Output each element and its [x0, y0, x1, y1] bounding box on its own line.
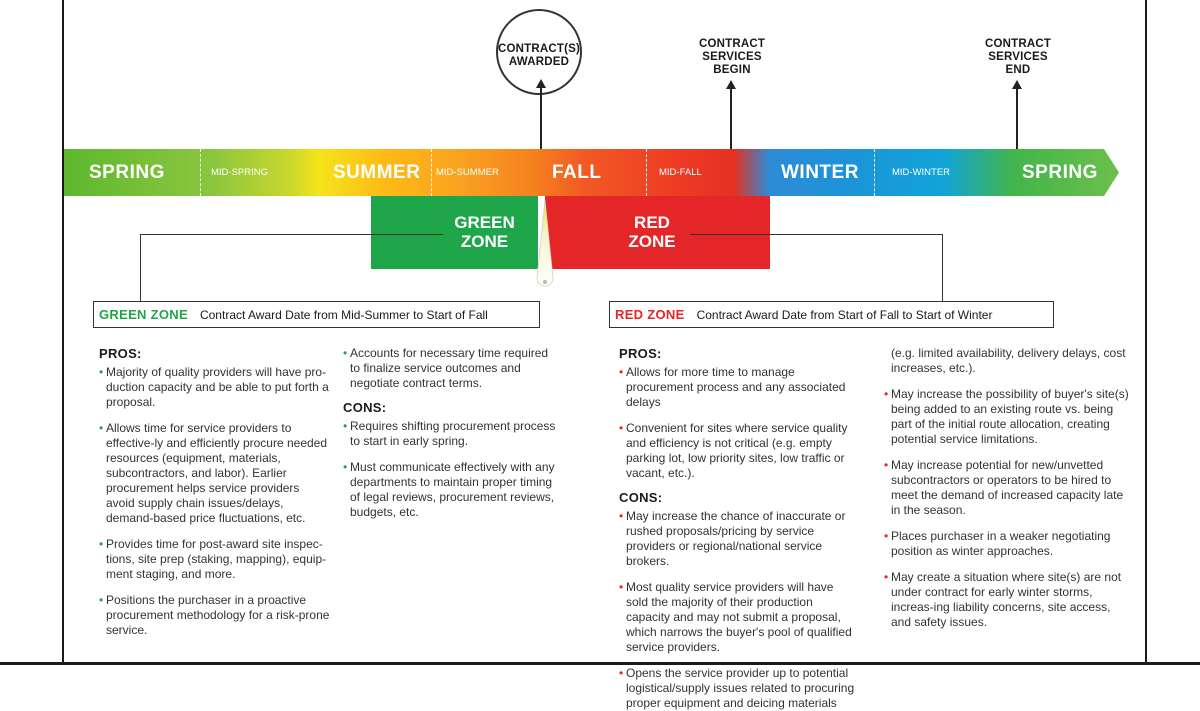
- red-pros-cons-column: [619, 346, 857, 711]
- milestone-awarded-line2: AWARDED: [508, 56, 570, 68]
- red-zone-title-line2: ZONE: [628, 232, 676, 251]
- green-zone-tag: GREEN ZONE: [99, 307, 188, 322]
- milestone-awarded-line1: CONTRACT(S): [497, 43, 581, 55]
- season-mid-summer: MID-SUMMER: [436, 167, 499, 178]
- season-summer: SUMMER: [333, 162, 421, 183]
- green-connector-h: [140, 234, 443, 235]
- list-item: • Opens the service provider up to potential logistical/supply issues related to procuring proper equipment and deicing materials: [619, 666, 857, 711]
- milestone-awarded: [496, 43, 582, 69]
- list-item: • May increase potential for new/unvetted subcontractors or operators to be hired to meet the demand of increased capacity late in the season.: [884, 458, 1129, 518]
- end-line: [1016, 87, 1018, 149]
- list-item-continued: (e.g. limited availability, delivery delays, cost increases, etc.).: [891, 346, 1126, 375]
- list-item: • Provides time for post-award site inspec-tions, site prep (staking, mapping), equip-ment staging, and more.: [99, 537, 331, 582]
- season-winter: WINTER: [781, 162, 859, 183]
- red-cons-continued-column: [884, 346, 1129, 641]
- milestone-begin-line1: CONTRACT: [698, 38, 766, 50]
- frame-right-line: [1145, 0, 1147, 664]
- milestone-begin-line2: SERVICES: [702, 51, 762, 63]
- green-zone-title-line1: GREEN: [454, 213, 515, 232]
- red-zone-title: [612, 213, 692, 251]
- green-pros-title: PROS:: [99, 346, 142, 361]
- list-item: • Allows for more time to manage procurement process and any associated delays: [619, 365, 857, 410]
- list-item: • Must communicate effectively with any departments to maintain proper timing of legal reviews, procurement reviews, budgets, etc.: [343, 460, 561, 520]
- awarded-line: [540, 86, 542, 149]
- season-spring-start: SPRING: [89, 162, 165, 183]
- milestone-end-line3: END: [1005, 64, 1031, 76]
- list-item: • Requires shifting procurement process to start in early spring.: [343, 419, 561, 449]
- frame-left-line: [62, 0, 64, 664]
- red-connector-h: [690, 234, 942, 235]
- green-zone-title: [442, 213, 527, 251]
- list-item: • May increase the chance of inaccurate or rushed proposals/pricing by service providers or regional/national service brokers.: [619, 509, 857, 569]
- list-item: • Majority of quality providers will have pro-duction capacity and be able to put forth a proposal.: [99, 365, 331, 410]
- green-pros-column: [99, 346, 331, 649]
- season-mid-winter: MID-WINTER: [892, 167, 951, 178]
- green-zone-desc: Contract Award Date from Mid-Summer to Start of Fall: [199, 308, 488, 322]
- red-cons-title: CONS:: [619, 490, 663, 505]
- frame-bottom-line: [0, 662, 1200, 665]
- green-second-column: [343, 346, 561, 531]
- list-item: • Places purchaser in a weaker negotiating position as winter approaches.: [884, 529, 1129, 559]
- red-zone-desc: Contract Award Date from Start of Fall to Start of Winter: [696, 308, 993, 322]
- season-spring-end: SPRING: [1022, 162, 1098, 183]
- milestone-end-line2: SERVICES: [988, 51, 1048, 63]
- red-pros-title: PROS:: [619, 346, 662, 361]
- season-mid-spring: MID-SPRING: [211, 167, 268, 178]
- red-connector-v: [942, 234, 943, 301]
- band-divider: [874, 149, 875, 196]
- list-item: • Positions the purchaser in a proactive procurement methodology for a risk-prone service.: [99, 593, 331, 638]
- list-item: • Allows time for service providers to effective-ly and efficiently procure needed resources (equipment, materials, subcontractors, and labor). Earlier procurement helps service providers avoid supply chain issues/delays, demand-based price fluctuations, etc.: [99, 421, 331, 526]
- list-item: • May create a situation where site(s) are not under contract for early winter storms, increas-ing liability concerns, site access, and safety issues.: [884, 570, 1129, 630]
- milestone-end: [976, 38, 1060, 77]
- green-cons-title: CONS:: [343, 400, 387, 415]
- band-divider: [431, 149, 432, 196]
- list-item: • Accounts for necessary time required to finalize service outcomes and negotiate contract terms.: [343, 346, 561, 391]
- band-divider: [200, 149, 201, 196]
- milestone-end-line1: CONTRACT: [984, 38, 1052, 50]
- red-zone-title-line1: RED: [634, 213, 670, 232]
- list-item: • May increase the possibility of buyer's site(s) being added to an existing route vs. being part of the initial route allocation, creating potential service limitations.: [884, 387, 1129, 447]
- green-zone-header: [93, 301, 540, 328]
- season-mid-fall: MID-FALL: [659, 167, 702, 178]
- list-item: • Most quality service providers will have sold the majority of their production capacity and may not submit a proposal, which narrows the buyer's pool of qualified service providers.: [619, 580, 857, 655]
- red-zone-header: [609, 301, 1054, 328]
- begin-line: [730, 87, 732, 149]
- red-zone-tag: RED ZONE: [615, 307, 685, 322]
- milestone-begin-line3: BEGIN: [713, 64, 751, 76]
- season-fall: FALL: [552, 162, 602, 183]
- green-zone-title-line2: ZONE: [460, 232, 509, 251]
- list-item: • Convenient for sites where service quality and efficiency is not critical (e.g. empty parking lot, low priority sites, low traffic or vacant, etc.).: [619, 421, 857, 481]
- green-connector-v: [140, 234, 141, 301]
- award-needle-icon: [533, 200, 557, 292]
- band-divider: [646, 149, 647, 196]
- milestone-begin: [690, 38, 774, 77]
